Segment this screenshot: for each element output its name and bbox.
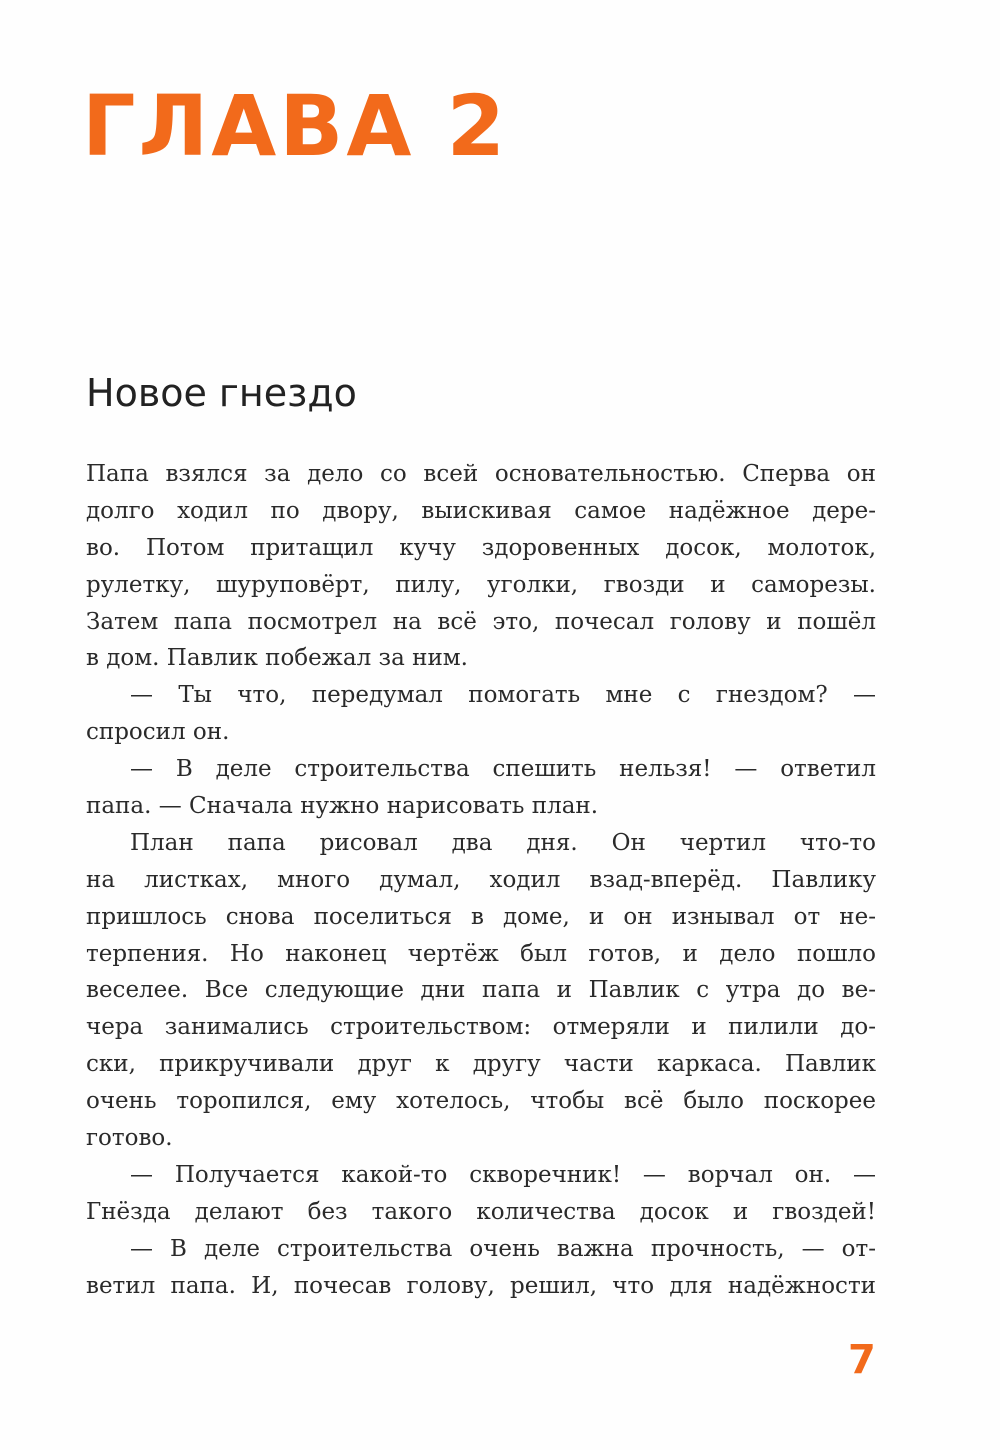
text-line: Гнёзда делают без такого количества досок и гвоздей!: [86, 1198, 876, 1225]
text-line: папа. — Сначала нужно нарисовать план.: [86, 793, 599, 820]
text-line: долго ходил по двору, выискивая самое надёжное дере-: [86, 497, 876, 524]
text-line: ветил папа. И, почесав голову, решил, что для надёжности: [86, 1272, 876, 1299]
text-line: спросил он.: [86, 719, 230, 746]
text-line: — Получается какой-то скворечник! — ворчал он. —: [130, 1161, 876, 1188]
text-line: терпения. Но наконец чертёж был готов, и дело пошло: [86, 940, 876, 967]
text-line: Затем папа посмотрел на всё это, почесал голову и пошёл: [86, 608, 876, 635]
text-line: Папа взялся за дело со всей основательностью. Сперва он: [86, 461, 876, 487]
body-text: [86, 456, 876, 1304]
text-line: План папа рисовал два дня. Он чертил что-то: [130, 829, 876, 856]
text-line: в дом. Павлик побежал за ним.: [86, 645, 468, 672]
text-line: пришлось снова поселиться в доме, и он изнывал от не-: [86, 903, 876, 930]
text-line: рулетку, шуруповёрт, пилу, уголки, гвозди и саморезы.: [86, 571, 876, 598]
chapter-title: ГЛАВА 2: [82, 77, 509, 175]
section-title: Новое гнездо: [86, 371, 357, 415]
text-line: веселее. Все следующие дни папа и Павлик с утра до ве-: [86, 977, 876, 1004]
text-line: готово.: [86, 1125, 173, 1152]
text-line: — В деле строительства спешить нельзя! — ответил: [130, 756, 876, 783]
text-line: на листках, много думал, ходил взад-вперёд. Павлику: [86, 866, 876, 893]
text-line: чера занимались строительством: отмеряли и пилили до-: [86, 1014, 876, 1041]
text-line: ски, прикручивали друг к другу части каркаса. Павлик: [86, 1051, 876, 1078]
text-line: — Ты что, передумал помогать мне с гнездом? —: [130, 682, 876, 709]
text-line: очень торопился, ему хотелось, чтобы всё было поскорее: [86, 1088, 876, 1115]
text-line: во. Потом притащил кучу здоровенных досок, молоток,: [86, 534, 876, 561]
page-number: 7: [848, 1337, 876, 1383]
text-line: — В деле строительства очень важна прочность, — от-: [130, 1235, 876, 1262]
